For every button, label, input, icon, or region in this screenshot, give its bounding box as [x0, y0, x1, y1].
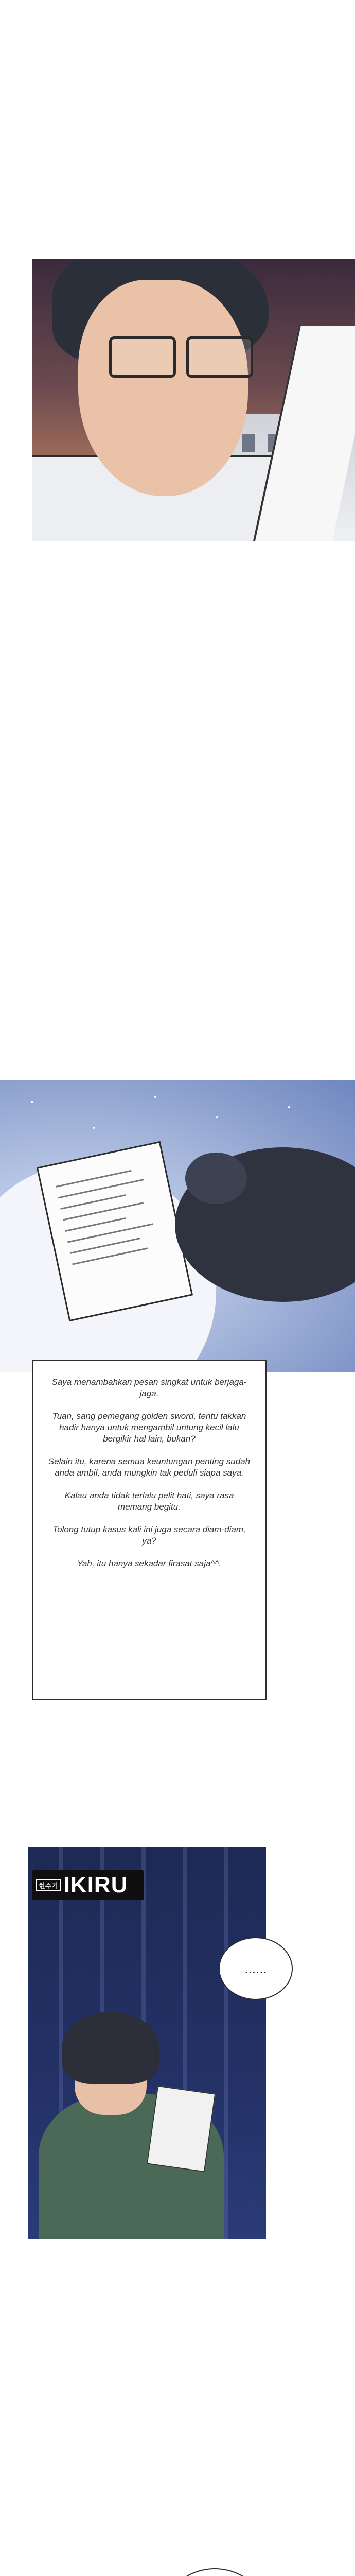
glasses-left-lens: [109, 336, 176, 378]
character-face: [78, 280, 248, 496]
panel-letter: [0, 1080, 355, 1372]
note-paragraph: Tolong tutup kasus kali ini juga secara diam-diam, ya?: [52, 1524, 246, 1546]
note-paragraph: Selain itu, karena semua keuntungan penting sudah anda ambil, anda mungkin tak peduli siapa saya.: [48, 1456, 251, 1478]
ikiru-logo: 현수기 IKIRU: [32, 1870, 144, 1900]
panel-glasses-man: [32, 259, 355, 541]
note-paragraph: Kalau anda tidak terlalu pelit hati, saya rasa memang begitu.: [64, 1490, 234, 1512]
note-paragraph: Saya menambahkan pesan singkat untuk berjaga-jaga.: [51, 1377, 247, 1398]
note-paragraph: Tuan, sang pemegang golden sword, tentu takkan hadir hanya untuk mengambil untung kecil lalu bergikir hal lain, bukan?: [52, 1411, 246, 1444]
character-hair: [62, 2012, 159, 2084]
held-letter: [147, 2086, 216, 2172]
note-paragraph: Yah, itu hanya sekadar firasat saja^^.: [77, 1558, 222, 1568]
glasses-right-lens: [186, 336, 253, 378]
speech-bubble-short-message: [159, 2568, 270, 2576]
ellipsis-bubble: ......: [219, 1937, 293, 2000]
panel-boy-reading: [28, 1847, 266, 2239]
letter-transcript-box: [32, 1360, 267, 1700]
